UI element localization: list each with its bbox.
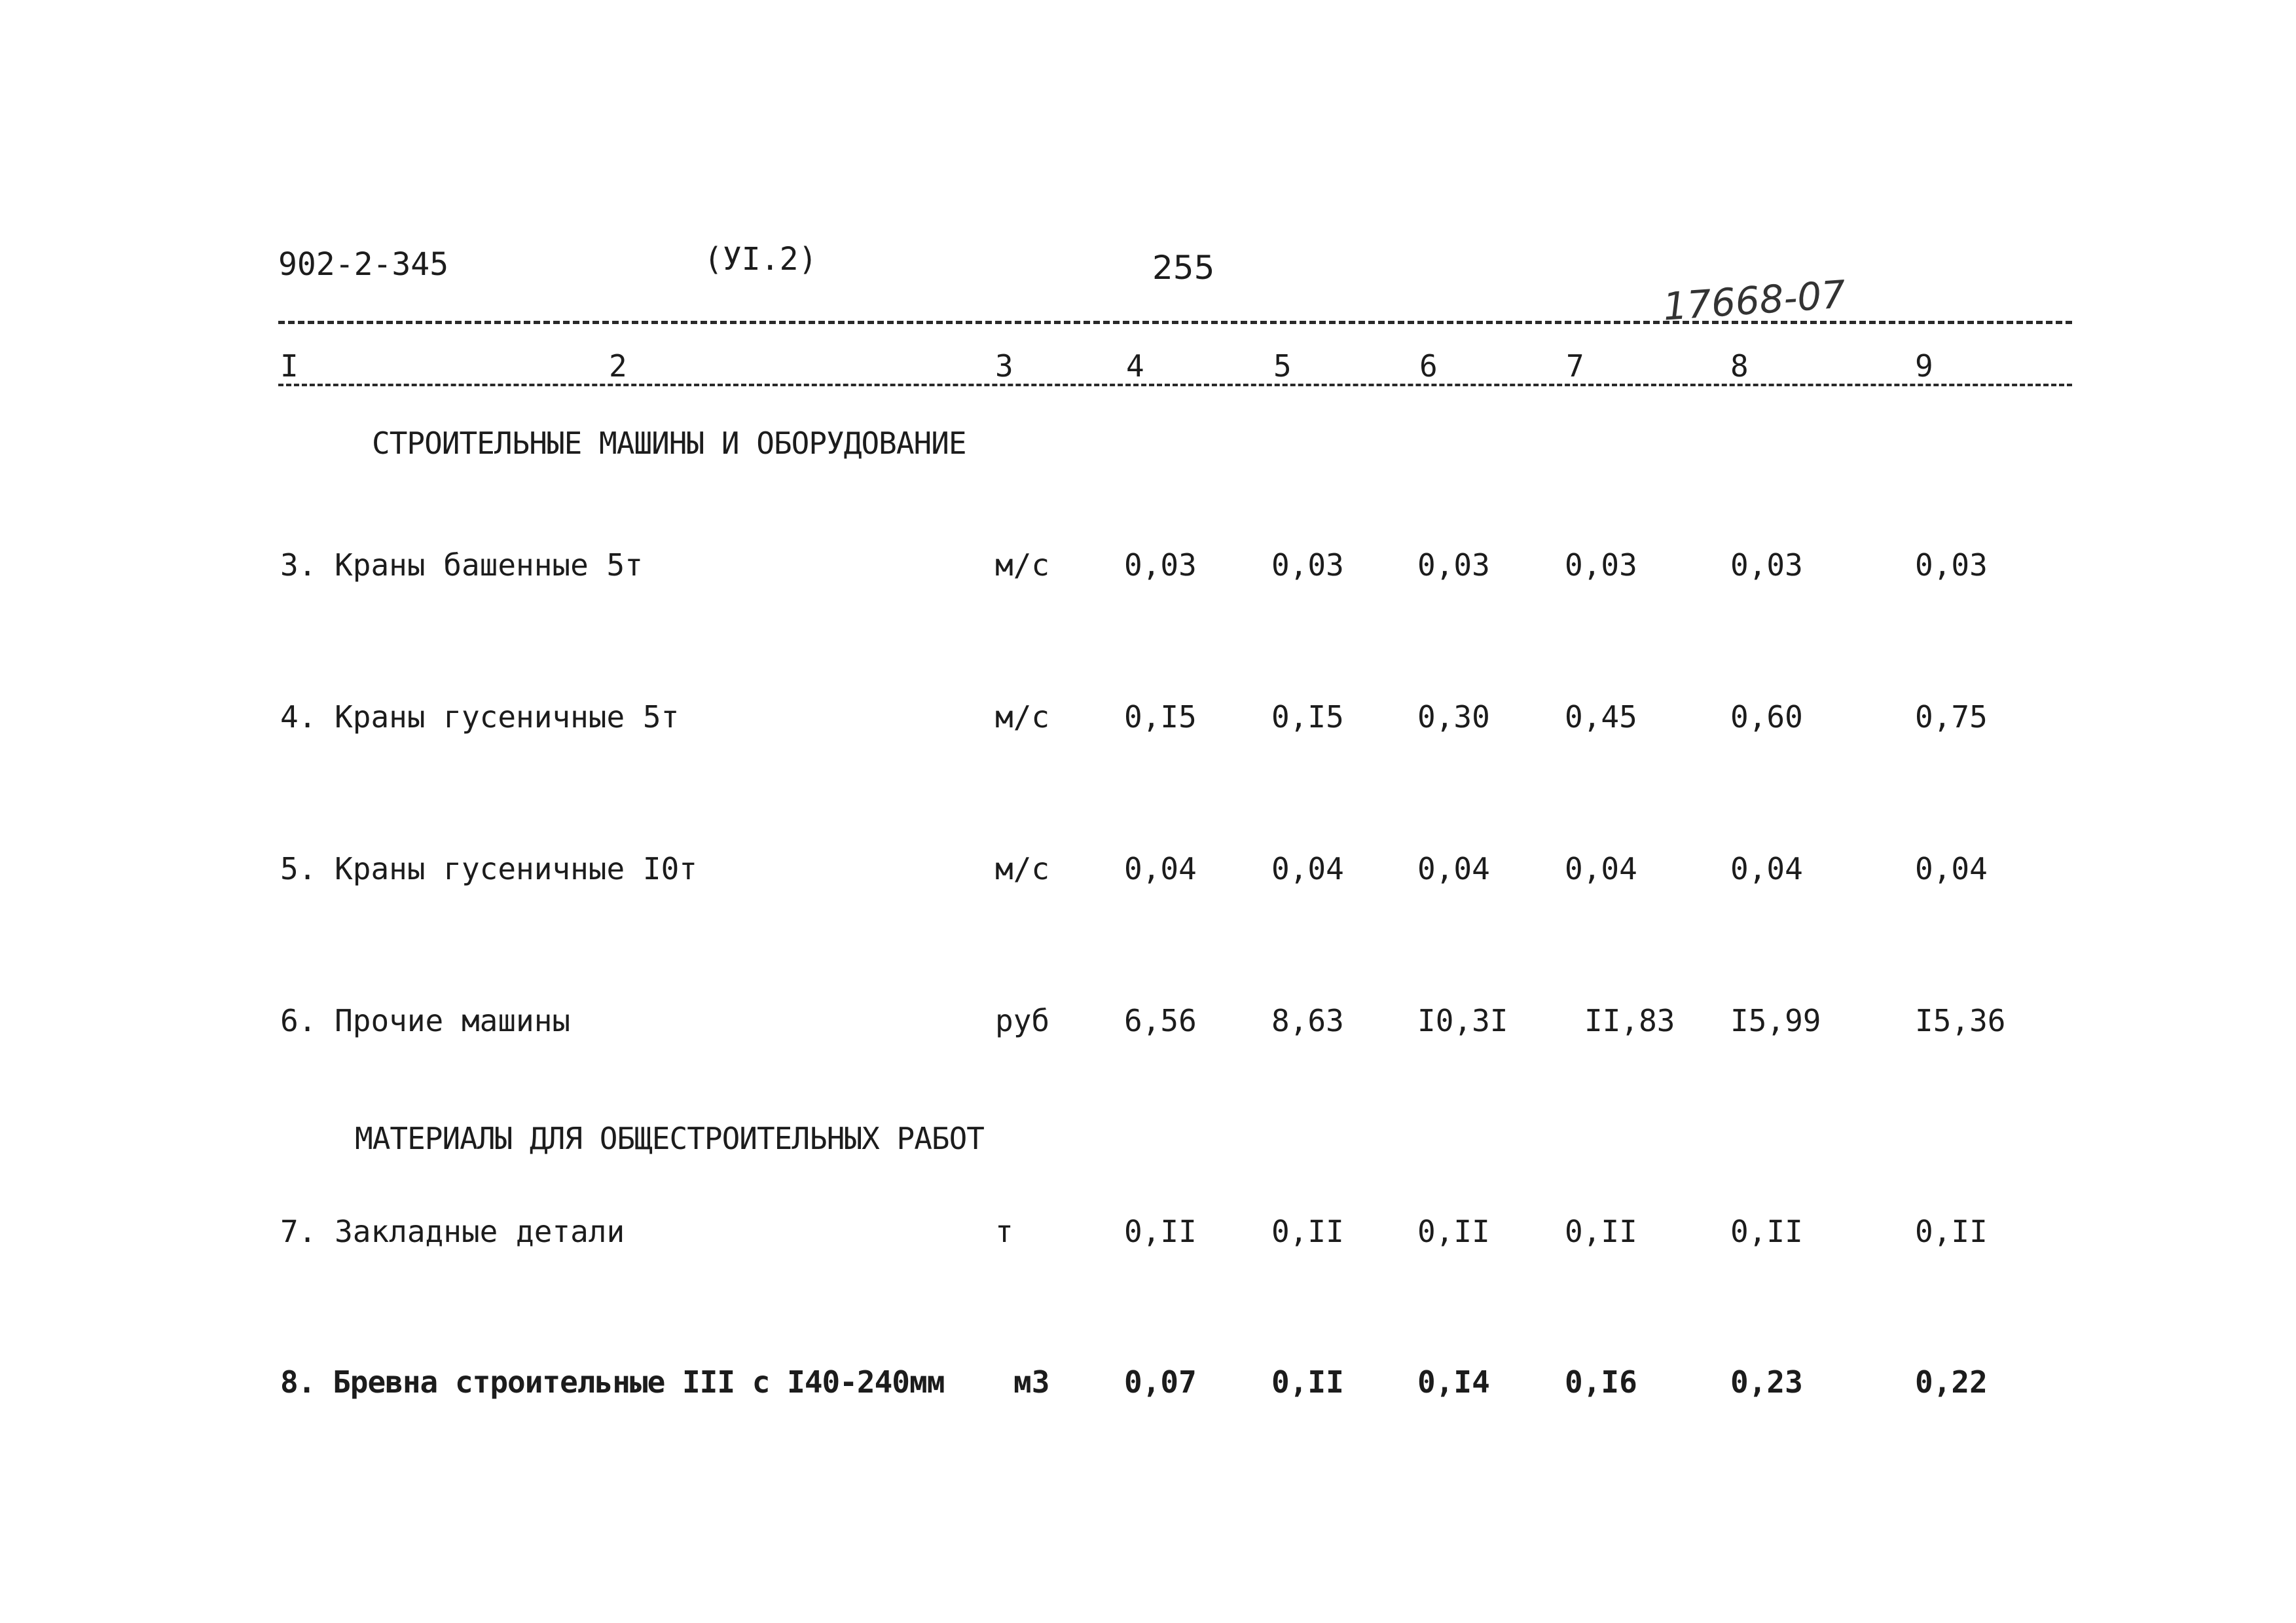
row-value: 0,04 [1730,851,1803,886]
row-value: 0,II [1730,1214,1803,1249]
row-value: 0,07 [1124,1364,1197,1400]
row-value: 0,II [1124,1214,1197,1249]
row-name: 7. Закладные детали [280,1214,625,1249]
row-value: 0,I4 [1417,1364,1490,1400]
column-number: I [280,348,299,384]
row-value: 0,23 [1730,1364,1803,1400]
row-value: II,83 [1584,1003,1675,1038]
row-value: 0,II [1565,1214,1637,1249]
header-rule [278,321,2072,324]
column-header-rule [278,384,2072,386]
row-value: 0,30 [1417,699,1490,735]
row-value: I0,3I [1417,1003,1508,1038]
section-title: СТРОИТЕЛЬНЫЕ МАШИНЫ И ОБОРУДОВАНИЕ [372,426,966,461]
row-value: 0,03 [1565,547,1637,583]
row-value: 8,63 [1271,1003,1344,1038]
row-value: 0,II [1271,1214,1344,1249]
row-unit: м3 [1013,1364,1050,1400]
row-name: 8. Бревна строительные III с I40-240мм [280,1364,945,1400]
row-value: 0,03 [1417,547,1490,583]
row-value: 0,I5 [1124,699,1197,735]
row-value: 0,04 [1565,851,1637,886]
section-ref: (УI.2) [704,241,818,278]
row-value: 0,45 [1565,699,1637,735]
row-value: 0,II [1915,1214,1988,1249]
row-name: 5. Краны гусеничные I0т [280,851,697,886]
row-name: 6. Прочие машины [280,1003,571,1038]
column-number: 2 [609,348,627,384]
row-unit: руб [995,1003,1050,1038]
row-unit: м/с [995,547,1050,583]
row-value: 0,03 [1124,547,1197,583]
row-unit: м/с [995,851,1050,886]
row-value: 0,II [1271,1364,1344,1400]
row-value: I5,99 [1730,1003,1821,1038]
column-number: 3 [995,348,1013,384]
handwritten-number: 17668-07 [1661,272,1848,329]
row-name: 3. Краны башенные 5т [280,547,643,583]
row-value: 0,22 [1915,1364,1988,1400]
row-value: 0,75 [1915,699,1988,735]
row-value: 0,04 [1124,851,1197,886]
row-unit: м/с [995,699,1050,735]
row-value: 0,03 [1271,547,1344,583]
row-value: I5,36 [1915,1003,2006,1038]
doc-code: 902-2-345 [278,246,449,283]
row-value: 0,04 [1915,851,1988,886]
page-number: 255 [1152,249,1215,287]
row-value: 0,03 [1730,547,1803,583]
row-value: 0,04 [1271,851,1344,886]
column-number: 4 [1126,348,1144,384]
row-value: 0,I6 [1565,1364,1637,1400]
section-title: МАТЕРИАЛЫ ДЛЯ ОБЩЕСТРОИТЕЛЬНЫХ РАБОТ [355,1121,984,1156]
column-number: 9 [1915,348,1933,384]
column-number: 8 [1730,348,1749,384]
row-name: 4. Краны гусеничные 5т [280,699,680,735]
row-unit: т [995,1214,1013,1249]
row-value: 0,II [1417,1214,1490,1249]
column-number: 6 [1419,348,1438,384]
row-value: 0,I5 [1271,699,1344,735]
column-number: 5 [1273,348,1292,384]
row-value: 0,03 [1915,547,1988,583]
row-value: 6,56 [1124,1003,1197,1038]
row-value: 0,04 [1417,851,1490,886]
row-value: 0,60 [1730,699,1803,735]
column-number: 7 [1566,348,1584,384]
